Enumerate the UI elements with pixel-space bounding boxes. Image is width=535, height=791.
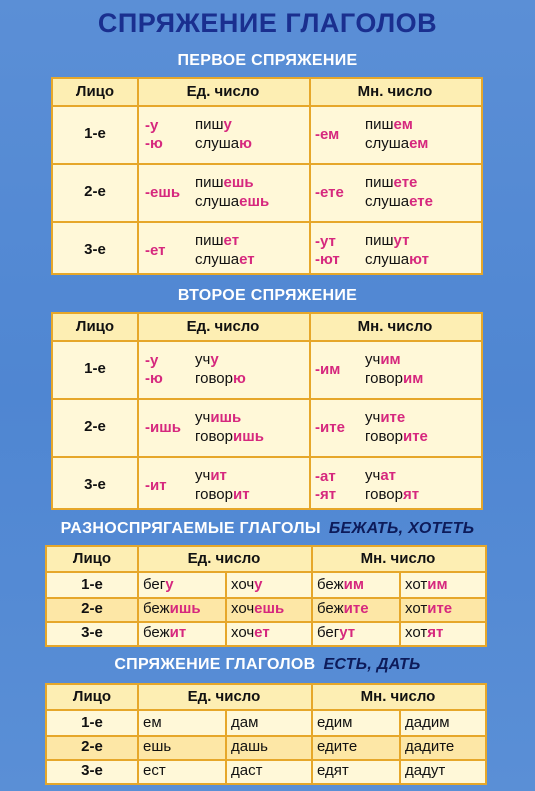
verb-form-cell <box>311 735 399 759</box>
header-singular: Ед. число <box>137 79 309 105</box>
section-title-third <box>0 520 535 538</box>
verb-stem: говор <box>195 428 233 445</box>
table-row <box>47 735 485 759</box>
verb-stem: говор <box>365 370 403 387</box>
plural-verb-form <box>365 485 419 504</box>
plural-verb-form <box>365 408 405 427</box>
person-label: 1-е <box>84 360 106 377</box>
plural-verb-form <box>365 231 409 250</box>
verb-ending: у <box>223 116 232 133</box>
verb-stem: пиш <box>365 232 394 249</box>
singular-verb-form <box>195 408 241 427</box>
column-divider <box>137 79 139 273</box>
verb-stem: уч <box>365 409 381 426</box>
header-divider <box>53 105 481 107</box>
verb-ending: ет <box>254 624 270 641</box>
person-label: 1-е <box>81 576 103 593</box>
header-person: Лицо <box>53 79 137 105</box>
verb-form-cell <box>399 597 485 621</box>
column-divider <box>137 314 139 508</box>
table-row <box>47 621 485 645</box>
verb-stem: дадут <box>405 762 446 779</box>
verb-stem: бег <box>143 576 166 593</box>
row-divider <box>53 221 481 223</box>
est-dat-table <box>45 683 487 785</box>
verb-ending: ите <box>427 600 453 617</box>
person-label: 1-е <box>81 714 103 731</box>
verb-form-cell <box>311 711 399 735</box>
verb-stem: уч <box>195 351 211 368</box>
irregular-verbs-table <box>45 545 487 647</box>
row-divider <box>53 456 481 458</box>
verb-ending: ишь <box>169 600 201 617</box>
plural-verb-form <box>365 427 428 446</box>
header-plural: Мн. число <box>360 688 436 705</box>
verb-form-cell <box>137 711 225 735</box>
verb-ending: ишь <box>232 428 264 445</box>
verb-stem: слуша <box>365 135 410 152</box>
verb-ending: ешь <box>239 193 270 210</box>
column-divider <box>137 685 139 783</box>
verb-stem: слуша <box>365 251 410 268</box>
verb-ending: им <box>343 576 364 593</box>
verb-stem: едят <box>317 762 349 779</box>
singular-ending: -ит <box>145 477 167 494</box>
row-divider <box>47 597 485 599</box>
second-conjugation-card <box>51 312 483 510</box>
verb-ending: у <box>165 576 174 593</box>
verb-stem: ем <box>143 714 162 731</box>
verb-stem: говор <box>195 370 233 387</box>
verb-form-cell <box>137 759 225 783</box>
singular-verb-form <box>195 485 250 504</box>
column-divider <box>137 547 139 645</box>
table-row <box>47 573 485 597</box>
section-title-third-main: РАЗНОСПРЯГАЕМЫЕ ГЛАГОЛЫ <box>60 520 321 537</box>
verb-stem: говор <box>365 486 403 503</box>
verb-ending: ит <box>169 624 187 641</box>
verb-ending: ят <box>427 624 444 641</box>
verb-stem: дам <box>231 714 259 731</box>
verb-form-cell <box>399 711 485 735</box>
plural-ending: -им <box>315 361 341 378</box>
verb-form-cell <box>225 597 311 621</box>
verb-form-cell <box>399 573 485 597</box>
verb-form-cell <box>311 759 399 783</box>
row-divider <box>47 735 485 737</box>
singular-ending: -ю <box>145 370 163 387</box>
verb-ending: ю <box>239 135 252 152</box>
singular-verb-form <box>195 369 246 388</box>
header-plural: Мн. число <box>309 314 481 340</box>
header-person: Лицо <box>72 550 112 567</box>
singular-verb-form <box>195 192 269 211</box>
header-divider <box>53 340 481 342</box>
verb-ending: у <box>254 576 263 593</box>
verb-form-cell <box>311 621 399 645</box>
column-divider <box>309 314 311 508</box>
verb-stem: едим <box>317 714 353 731</box>
singular-verb-form <box>195 173 254 192</box>
singular-verb-form <box>195 350 219 369</box>
person-label: 2-е <box>81 738 103 755</box>
verb-ending: ешь <box>223 174 254 191</box>
verb-form-cell <box>137 597 225 621</box>
row-divider <box>53 163 481 165</box>
verb-stem: хот <box>405 624 428 641</box>
column-divider <box>311 685 313 783</box>
column-divider <box>311 547 313 645</box>
singular-verb-form <box>195 466 227 485</box>
verb-ending: им <box>402 370 424 387</box>
verb-stem: говор <box>195 486 233 503</box>
plural-ending: -ем <box>315 126 340 143</box>
section-title-first: ПЕРВОЕ СПРЯЖЕНИЕ <box>177 52 358 69</box>
plural-verb-form <box>365 134 428 153</box>
verb-stem: хоч <box>231 600 255 617</box>
verb-ending: ишь <box>210 409 242 426</box>
plural-ending: -ут <box>315 233 336 250</box>
person-label: 1-е <box>84 125 106 142</box>
verb-ending: ешь <box>254 600 285 617</box>
table-header-row <box>47 685 485 709</box>
plural-verb-form <box>365 350 401 369</box>
verb-form-cell <box>225 621 311 645</box>
verb-stem: беж <box>317 600 344 617</box>
singular-verb-form <box>195 231 239 250</box>
table-header-row <box>47 547 485 571</box>
row-divider <box>53 398 481 400</box>
header-singular: Ед. число <box>187 550 261 567</box>
verb-stem: хоч <box>231 576 255 593</box>
verb-stem: едите <box>317 738 358 755</box>
verb-ending: ет <box>223 232 240 249</box>
header-person: Лицо <box>72 688 112 705</box>
verb-stem: пиш <box>195 174 224 191</box>
verb-stem: слуша <box>195 251 240 268</box>
verb-stem: пиш <box>365 116 394 133</box>
header-plural: Мн. число <box>309 79 481 105</box>
verb-stem: дашь <box>231 738 268 755</box>
verb-form-cell <box>399 621 485 645</box>
verb-form-cell <box>137 573 225 597</box>
verb-stem: хот <box>405 600 428 617</box>
page-title: СПРЯЖЕНИЕ ГЛАГОЛОВ <box>97 8 438 38</box>
singular-ending: -ишь <box>145 419 181 436</box>
column-divider-sub <box>399 709 401 783</box>
plural-ending: -ют <box>315 251 340 268</box>
verb-form-cell <box>311 573 399 597</box>
singular-verb-form <box>195 250 255 269</box>
verb-form-cell <box>399 735 485 759</box>
plural-verb-form <box>365 466 396 485</box>
verb-stem: ест <box>143 762 166 779</box>
verb-stem: бег <box>317 624 340 641</box>
person-label: 2-е <box>84 418 106 435</box>
verb-ending: ете <box>393 174 418 191</box>
person-label: 2-е <box>84 183 106 200</box>
verb-form-cell <box>225 711 311 735</box>
header-person: Лицо <box>53 314 137 340</box>
plural-verb-form <box>365 173 417 192</box>
verb-ending: ите <box>402 428 428 445</box>
section-title-third-verbs: БЕЖАТЬ, ХОТЕТЬ <box>328 520 475 537</box>
table-row <box>47 759 485 783</box>
header-singular: Ед. число <box>137 314 309 340</box>
plural-ending: -ат <box>315 468 336 485</box>
singular-ending: -ю <box>145 135 163 152</box>
singular-ending: -ет <box>145 242 166 259</box>
verb-ending: ет <box>239 251 255 268</box>
verb-ending: ут <box>339 624 356 641</box>
verb-stem: пиш <box>195 116 224 133</box>
verb-stem: уч <box>365 351 381 368</box>
first-conjugation-card <box>51 77 483 275</box>
verb-ending: ем <box>409 135 429 152</box>
section-title-second: ВТОРОЕ СПРЯЖЕНИЕ <box>177 287 358 304</box>
verb-stem: даст <box>231 762 263 779</box>
verb-ending: ат <box>380 467 397 484</box>
verb-stem: беж <box>143 600 170 617</box>
verb-stem: уч <box>195 409 211 426</box>
table-row <box>47 711 485 735</box>
verb-form-cell <box>137 735 225 759</box>
verb-ending: ют <box>409 251 429 268</box>
verb-ending: ите <box>380 409 406 426</box>
verb-stem: беж <box>143 624 170 641</box>
singular-verb-form <box>195 427 264 446</box>
plural-verb-form <box>365 192 433 211</box>
verb-ending: им <box>427 576 448 593</box>
plural-verb-form <box>365 250 429 269</box>
verb-stem: ешь <box>143 738 172 755</box>
row-divider <box>47 621 485 623</box>
singular-verb-form <box>195 115 232 134</box>
verb-form-cell <box>225 759 311 783</box>
verb-stem: слуша <box>365 193 410 210</box>
verb-stem: пиш <box>365 174 394 191</box>
person-label: 3-е <box>81 762 103 779</box>
plural-verb-form <box>365 115 413 134</box>
verb-stem: уч <box>195 467 211 484</box>
singular-ending: -ешь <box>145 184 181 201</box>
person-label: 3-е <box>81 624 103 641</box>
column-divider <box>309 79 311 273</box>
section-title-fourth-main: СПРЯЖЕНИЕ ГЛАГОЛОВ <box>114 656 316 673</box>
plural-ending: -ите <box>315 419 345 436</box>
plural-ending: -ят <box>315 486 337 503</box>
verb-form-cell <box>137 621 225 645</box>
column-divider-sub <box>399 571 401 645</box>
verb-form-cell <box>225 735 311 759</box>
verb-form-cell <box>399 759 485 783</box>
person-label: 3-е <box>84 241 106 258</box>
table-row <box>47 597 485 621</box>
verb-ending: ю <box>232 370 246 387</box>
section-title-fourth-verbs: ЕСТЬ, ДАТЬ <box>323 656 421 673</box>
header-singular: Ед. число <box>187 688 261 705</box>
header-plural: Мн. число <box>360 550 436 567</box>
plural-verb-form <box>365 369 423 388</box>
verb-stem: слуша <box>195 193 240 210</box>
verb-stem: пиш <box>195 232 224 249</box>
singular-ending: -у <box>145 352 159 369</box>
verb-form-cell <box>225 573 311 597</box>
verb-ending: ите <box>343 600 369 617</box>
column-divider-sub <box>225 709 227 783</box>
row-divider <box>47 759 485 761</box>
plural-ending: -ете <box>315 184 344 201</box>
verb-stem: дадим <box>405 714 450 731</box>
verb-ending: у <box>210 351 219 368</box>
verb-ending: ут <box>393 232 410 249</box>
verb-stem: дадите <box>405 738 455 755</box>
verb-ending: ят <box>402 486 420 503</box>
singular-verb-form <box>195 134 252 153</box>
verb-stem: хот <box>405 576 428 593</box>
verb-stem: хоч <box>231 624 255 641</box>
verb-ending: ит <box>232 486 250 503</box>
verb-ending: ем <box>393 116 413 133</box>
singular-ending: -у <box>145 117 159 134</box>
verb-stem: говор <box>365 428 403 445</box>
verb-ending: им <box>380 351 401 368</box>
verb-stem: уч <box>365 467 381 484</box>
verb-ending: ит <box>210 467 227 484</box>
verb-stem: слуша <box>195 135 240 152</box>
section-title-fourth <box>0 656 535 674</box>
column-divider-sub <box>225 571 227 645</box>
verb-form-cell <box>311 597 399 621</box>
person-label: 3-е <box>84 476 106 493</box>
verb-stem: беж <box>317 576 344 593</box>
person-label: 2-е <box>81 600 103 617</box>
verb-ending: ете <box>409 193 433 210</box>
